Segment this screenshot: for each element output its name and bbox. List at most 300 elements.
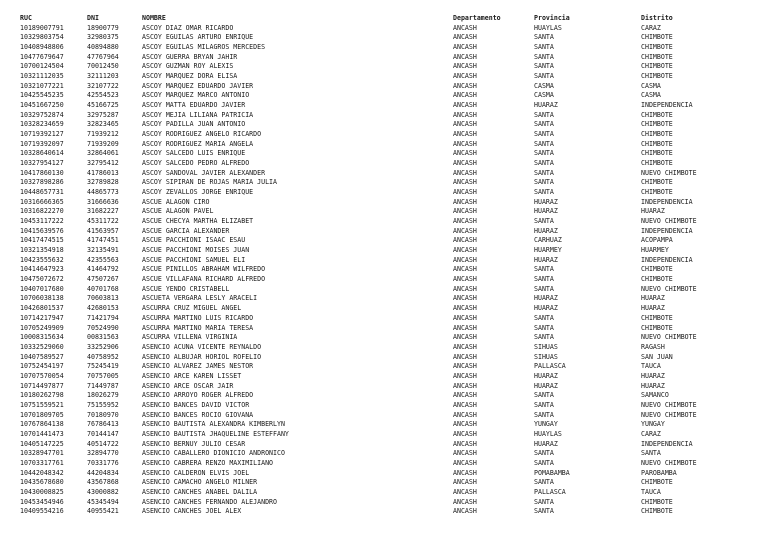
cell-provincia: SANTA [534,497,554,506]
cell-nombre: ASCUE ALAGON CIRO [142,197,210,206]
cell-departamento: ANCASH [453,333,477,342]
cell-provincia: SANTA [534,110,554,119]
cell-nombre: ASCUE CHECYA MARTHA ELIZABET [142,217,254,226]
cell-provincia: HUAYLAS [534,429,562,438]
cell-nombre: ASCUE PACCHIONI SAMUEL ELI [142,255,246,264]
cell-ruc: 10435678680 [20,478,64,487]
cell-dni: 42554523 [87,91,119,100]
cell-distrito: TAUCA [641,362,661,371]
cell-ruc: 10327954127 [20,159,64,168]
table-row [20,401,760,411]
cell-dni: 41563957 [87,226,119,235]
table-row [20,265,760,275]
cell-departamento: ANCASH [453,449,477,458]
cell-provincia: SANTA [534,188,554,197]
cell-dni: 40955421 [87,507,119,516]
header-distrito: Distrito [641,14,673,22]
cell-departamento: ANCASH [453,275,477,284]
cell-departamento: ANCASH [453,478,477,487]
table-row [20,304,760,314]
cell-nombre: ASCOY SANDOVAL JAVIER ALEXANDER [142,168,266,177]
table-row [20,188,760,198]
cell-departamento: ANCASH [453,429,477,438]
cell-provincia: SANTA [534,139,554,148]
cell-departamento: ANCASH [453,371,477,380]
cell-dni: 70331776 [87,458,119,467]
cell-ruc: 10701441473 [20,429,64,438]
cell-dni: 40758952 [87,352,119,361]
cell-distrito: CHIMBOTE [641,130,673,139]
cell-nombre: ASENCIO ALBUJAR HORIOL ROFELIO [142,352,262,361]
cell-departamento: ANCASH [453,265,477,274]
cell-dni: 32111203 [87,72,119,81]
cell-ruc: 10423555632 [20,255,64,264]
cell-provincia: HUARAZ [534,226,558,235]
cell-provincia: SANTA [534,168,554,177]
cell-dni: 47507267 [87,275,119,284]
table-row [20,178,760,188]
cell-provincia: SANTA [534,507,554,516]
cell-distrito: YUNGAY [641,420,665,429]
cell-ruc: 10477679647 [20,52,64,61]
cell-departamento: ANCASH [453,62,477,71]
cell-nombre: ASCURRA MARTINO LUIS RICARDO [142,313,254,322]
table-row [20,246,760,256]
cell-departamento: ANCASH [453,101,477,110]
table-row [20,207,760,217]
cell-distrito: RAGASH [641,342,665,351]
cell-distrito: CHIMBOTE [641,72,673,81]
cell-dni: 31666636 [87,197,119,206]
cell-dni: 41747451 [87,236,119,245]
table-row [20,130,760,140]
cell-dni: 76786413 [87,420,119,429]
cell-nombre: ASENCIO CABRERA RENZO MAXIMILIANO [142,458,274,467]
cell-departamento: ANCASH [453,381,477,390]
cell-dni: 45166725 [87,101,119,110]
cell-provincia: SANTA [534,52,554,61]
cell-ruc: 10407589527 [20,352,64,361]
cell-ruc: 10475072672 [20,275,64,284]
cell-departamento: ANCASH [453,52,477,61]
cell-ruc: 10328947701 [20,449,64,458]
table-row [20,294,760,304]
cell-nombre: ASCOY GUZMAN ROY ALEXIS [142,62,234,71]
cell-distrito: NUEVO CHIMBOTE [641,410,697,419]
cell-provincia: SANTA [534,449,554,458]
cell-departamento: ANCASH [453,468,477,477]
table-row [20,324,760,334]
cell-ruc: 10751559521 [20,400,64,409]
cell-nombre: ASENCIO CABALLERO DIONICIO ANDRONICO [142,449,285,458]
cell-departamento: ANCASH [453,294,477,303]
cell-departamento: ANCASH [453,487,477,496]
table-row [20,440,760,450]
cell-nombre: ASCUE PACCHIONI ISAAC ESAU [142,236,246,245]
registry-table [20,14,760,517]
cell-nombre: ASENCIO CANCHES ANABEL DALILA [142,487,258,496]
cell-departamento: ANCASH [453,304,477,313]
cell-nombre: ASCOY RODRIGUEZ ANGELO RICARDO [142,130,262,139]
cell-provincia: SANTA [534,265,554,274]
cell-departamento: ANCASH [453,420,477,429]
cell-departamento: ANCASH [453,207,477,216]
cell-dni: 70757005 [87,371,119,380]
cell-departamento: ANCASH [453,23,477,32]
cell-provincia: PALLASCA [534,362,566,371]
cell-dni: 70603813 [87,294,119,303]
cell-departamento: ANCASH [453,313,477,322]
cell-nombre: ASCOY DIAZ OMAR RICARDO [142,23,234,32]
cell-nombre: ASCOY EGUILAS ARTURO ENRIQUE [142,33,254,42]
cell-distrito: CHIMBOTE [641,159,673,168]
cell-ruc: 10321112035 [20,72,64,81]
cell-ruc: 10425545235 [20,91,64,100]
cell-dni: 32107722 [87,81,119,90]
cell-nombre: ASCOY MARQUEZ DORA ELISA [142,72,238,81]
cell-ruc: 10329752874 [20,110,64,119]
cell-nombre: ASCUE VILLAFANA RICHARD ALFREDO [142,275,266,284]
table-row [20,82,760,92]
cell-ruc: 10705249909 [20,323,64,332]
cell-provincia: HUARAZ [534,101,558,110]
cell-ruc: 10442048342 [20,468,64,477]
cell-provincia: HUARAZ [534,439,558,448]
cell-dni: 42355563 [87,255,119,264]
cell-nombre: ASENCIO BAUTISTA JHAQUELINE ESTEFFANY [142,429,289,438]
cell-provincia: CASMA [534,91,554,100]
cell-ruc: 10701809705 [20,410,64,419]
cell-dni: 70012450 [87,62,119,71]
table-row [20,343,760,353]
cell-departamento: ANCASH [453,197,477,206]
table-row [20,53,760,63]
cell-ruc: 10407017680 [20,284,64,293]
cell-provincia: SANTA [534,410,554,419]
cell-ruc: 10316822270 [20,207,64,216]
cell-dni: 40701768 [87,284,119,293]
cell-nombre: ASENCIO ARCE KAREN LISSET [142,371,242,380]
cell-dni: 75155952 [87,400,119,409]
cell-departamento: ANCASH [453,246,477,255]
cell-provincia: SIHUAS [534,352,558,361]
cell-departamento: ANCASH [453,323,477,332]
cell-ruc: 10453117222 [20,217,64,226]
cell-departamento: ANCASH [453,352,477,361]
cell-distrito: PAROBAMBA [641,468,677,477]
cell-dni: 32980375 [87,33,119,42]
cell-nombre: ASCURRA VILLENA VIRGINIA [142,333,238,342]
cell-departamento: ANCASH [453,439,477,448]
cell-provincia: SANTA [534,33,554,42]
cell-dni: 71421794 [87,313,119,322]
cell-distrito: SAN JUAN [641,352,673,361]
cell-departamento: ANCASH [453,110,477,119]
cell-nombre: ASCUETA VERGARA LESLY ARACELI [142,294,258,303]
cell-ruc: 10332529060 [20,342,64,351]
table-row [20,362,760,372]
cell-ruc: 10008315634 [20,333,64,342]
table-row [20,159,760,169]
cell-nombre: ASENCIO BANCES DAVID VICTOR [142,400,250,409]
cell-distrito: NUEVO CHIMBOTE [641,284,697,293]
cell-distrito: CHIMBOTE [641,110,673,119]
table-row [20,140,760,150]
cell-distrito: CHIMBOTE [641,323,673,332]
cell-dni: 71939209 [87,139,119,148]
cell-provincia: PALLASCA [534,487,566,496]
cell-distrito: HUARAZ [641,294,665,303]
cell-dni: 70524990 [87,323,119,332]
table-header [20,14,760,24]
cell-departamento: ANCASH [453,497,477,506]
cell-nombre: ASENCIO ACUÑA VICENTE REYNALDO [142,342,262,351]
cell-distrito: CASMA [641,81,661,90]
cell-departamento: ANCASH [453,81,477,90]
cell-ruc: 10448657731 [20,188,64,197]
cell-nombre: ASCOY SALCEDO PEDRO ALFREDO [142,159,250,168]
table-row [20,275,760,285]
cell-provincia: HUARAZ [534,255,558,264]
cell-departamento: ANCASH [453,139,477,148]
cell-departamento: ANCASH [453,226,477,235]
table-row [20,420,760,430]
cell-nombre: ASCOY MATTA EDUARDO JAVIER [142,101,246,110]
cell-nombre: ASCUE PINILLOS ABRAHAM WILFREDO [142,265,266,274]
table-row [20,256,760,266]
cell-ruc: 10409554216 [20,507,64,516]
cell-distrito: CHIMBOTE [641,265,673,274]
cell-provincia: SANTA [534,159,554,168]
header-dni: DNI [87,14,99,22]
cell-provincia: SANTA [534,323,554,332]
table-row [20,498,760,508]
cell-dni: 43567868 [87,478,119,487]
table-row [20,449,760,459]
header-nombre: NOMBRE [142,14,166,22]
cell-dni: 32135491 [87,246,119,255]
cell-distrito: SAMANCO [641,391,669,400]
cell-nombre: ASCOY PADILLA JUAN ANTONIO [142,120,246,129]
cell-nombre: ASENCIO ARROYO ROGER ALFREDO [142,391,254,400]
cell-ruc: 10714497877 [20,381,64,390]
cell-distrito: CHIMBOTE [641,120,673,129]
cell-distrito: TAUCA [641,487,661,496]
table-row [20,391,760,401]
table-row [20,120,760,130]
cell-dni: 32894770 [87,449,119,458]
cell-nombre: ASENCIO CANCHES FERNANDO ALEJANDRO [142,497,277,506]
cell-nombre: ASENCIO BAUTISTA ALEXANDRA KIMBERLYN [142,420,285,429]
table-row [20,198,760,208]
cell-provincia: HUAYLAS [534,23,562,32]
cell-ruc: 10408948806 [20,43,64,52]
cell-dni: 00831563 [87,333,119,342]
cell-nombre: ASCOY RODRIGUEZ MARIA ANGELA [142,139,254,148]
cell-provincia: SANTA [534,130,554,139]
table-row [20,382,760,392]
cell-provincia: SANTA [534,149,554,158]
cell-dni: 32864061 [87,149,119,158]
cell-distrito: CHIMBOTE [641,178,673,187]
cell-dni: 40514722 [87,439,119,448]
cell-nombre: ASCUE GARCIA ALEXANDER [142,226,230,235]
cell-dni: 18900779 [87,23,119,32]
cell-departamento: ANCASH [453,168,477,177]
cell-dni: 32789828 [87,178,119,187]
cell-nombre: ASCURRA MARTINO MARIA TERESA [142,323,254,332]
cell-distrito: HUARMEY [641,246,669,255]
header-provincia: Provincia [534,14,570,22]
header-ruc: RUC [20,14,32,22]
cell-ruc: 10328640614 [20,149,64,158]
cell-provincia: SANTA [534,478,554,487]
table-row [20,333,760,343]
cell-ruc: 10752454197 [20,362,64,371]
cell-ruc: 10426801537 [20,304,64,313]
cell-provincia: SANTA [534,217,554,226]
cell-distrito: NUEVO CHIMBOTE [641,458,697,467]
cell-dni: 18026279 [87,391,119,400]
cell-dni: 41786013 [87,168,119,177]
cell-provincia: SANTA [534,458,554,467]
cell-ruc: 10451667250 [20,101,64,110]
cell-distrito: CHIMBOTE [641,497,673,506]
cell-departamento: ANCASH [453,410,477,419]
cell-provincia: CASMA [534,81,554,90]
cell-dni: 70180970 [87,410,119,419]
cell-ruc: 10180262798 [20,391,64,400]
cell-departamento: ANCASH [453,33,477,42]
table-body [20,24,760,517]
cell-dni: 32795412 [87,159,119,168]
cell-nombre: ASCOY SALCEDO LUIS ENRIQUE [142,149,246,158]
table-row [20,33,760,43]
cell-dni: 44865773 [87,188,119,197]
table-row [20,111,760,121]
cell-nombre: ASENCIO ALVAREZ JAMES NESTOR [142,362,254,371]
cell-nombre: ASENCIO ARCE OSCAR JAIR [142,381,234,390]
cell-distrito: INDEPENDENCIA [641,101,693,110]
cell-provincia: SANTA [534,313,554,322]
table-row [20,507,760,517]
cell-distrito: NUEVO CHIMBOTE [641,400,697,409]
cell-provincia: HUARAZ [534,294,558,303]
table-row [20,169,760,179]
cell-dni: 40894880 [87,43,119,52]
cell-departamento: ANCASH [453,217,477,226]
cell-departamento: ANCASH [453,120,477,129]
cell-distrito: CASMA [641,91,661,100]
cell-ruc: 10707570054 [20,371,64,380]
cell-provincia: SANTA [534,333,554,342]
cell-dni: 31682227 [87,207,119,216]
table-row [20,430,760,440]
cell-ruc: 10328234659 [20,120,64,129]
cell-nombre: ASENCIO CANCHES JOEL ALEX [142,507,242,516]
cell-distrito: INDEPENDENCIA [641,197,693,206]
cell-provincia: HUARAZ [534,381,558,390]
cell-provincia: SANTA [534,43,554,52]
cell-ruc: 10700124504 [20,62,64,71]
cell-ruc: 10415639576 [20,226,64,235]
cell-distrito: CHIMBOTE [641,52,673,61]
cell-departamento: ANCASH [453,91,477,100]
cell-nombre: ASCUE ALAGON PAVEL [142,207,214,216]
cell-departamento: ANCASH [453,507,477,516]
cell-nombre: ASCUE YENDO CRISTABELL [142,284,230,293]
cell-distrito: HUARAZ [641,371,665,380]
table-row [20,91,760,101]
cell-dni: 44204834 [87,468,119,477]
cell-distrito: INDEPENDENCIA [641,255,693,264]
cell-ruc: 10417860130 [20,168,64,177]
cell-distrito: CHIMBOTE [641,139,673,148]
cell-nombre: ASCOY GUERRA BRYAN JAHIR [142,52,238,61]
cell-nombre: ASCOY MARQUEZ MARCO ANTONIO [142,91,250,100]
cell-provincia: SANTA [534,120,554,129]
cell-departamento: ANCASH [453,159,477,168]
cell-ruc: 10417474515 [20,236,64,245]
cell-distrito: NUEVO CHIMBOTE [641,168,697,177]
cell-distrito: INDEPENDENCIA [641,226,693,235]
table-row [20,488,760,498]
cell-dni: 70144147 [87,429,119,438]
table-row [20,43,760,53]
cell-ruc: 10327898286 [20,178,64,187]
table-row [20,72,760,82]
cell-dni: 71449787 [87,381,119,390]
cell-ruc: 10706038138 [20,294,64,303]
table-row [20,411,760,421]
table-row [20,314,760,324]
cell-departamento: ANCASH [453,255,477,264]
cell-dni: 32823465 [87,120,119,129]
cell-ruc: 10453454946 [20,497,64,506]
table-row [20,227,760,237]
cell-departamento: ANCASH [453,400,477,409]
cell-distrito: HUARAZ [641,381,665,390]
cell-ruc: 10703317761 [20,458,64,467]
table-row [20,62,760,72]
cell-ruc: 10189007791 [20,23,64,32]
cell-provincia: POMABAMBA [534,468,570,477]
cell-dni: 71939212 [87,130,119,139]
cell-dni: 47767964 [87,52,119,61]
cell-distrito: CHIMBOTE [641,33,673,42]
table-row [20,236,760,246]
cell-nombre: ASCOY SIPIRAN DE ROJAS MARIA JULIA [142,178,277,187]
table-row [20,217,760,227]
table-row [20,469,760,479]
cell-ruc: 10321077221 [20,81,64,90]
cell-provincia: SANTA [534,62,554,71]
cell-distrito: CHIMBOTE [641,507,673,516]
cell-dni: 32975287 [87,110,119,119]
cell-provincia: HUARMEY [534,246,562,255]
cell-ruc: 10430008825 [20,487,64,496]
table-row [20,24,760,34]
cell-dni: 45311722 [87,217,119,226]
cell-provincia: CARHUAZ [534,236,562,245]
table-row [20,285,760,295]
cell-departamento: ANCASH [453,362,477,371]
cell-nombre: ASENCIO BANCES ROCIO GIOVANA [142,410,254,419]
cell-departamento: ANCASH [453,236,477,245]
cell-provincia: SANTA [534,284,554,293]
cell-distrito: CHIMBOTE [641,43,673,52]
cell-ruc: 10719392127 [20,130,64,139]
